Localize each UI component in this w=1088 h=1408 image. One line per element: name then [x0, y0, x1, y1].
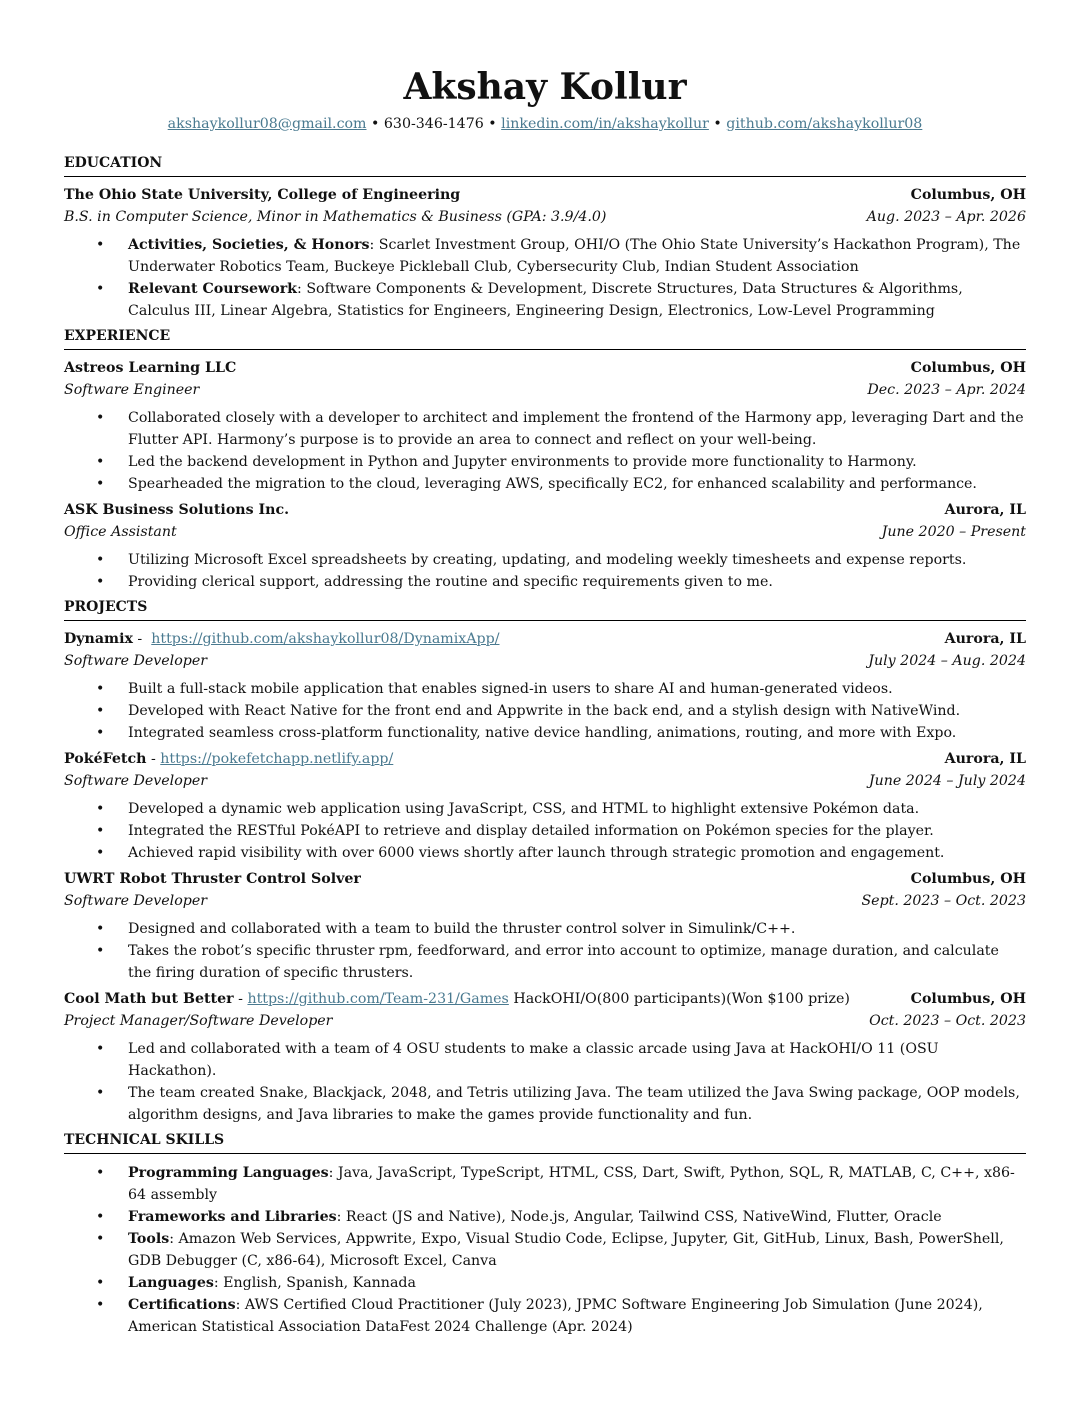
entry-header-row	[64, 500, 1026, 522]
bullet-label: Languages	[128, 1275, 214, 1291]
project-bullets	[64, 678, 1026, 744]
education-entry	[64, 185, 1026, 322]
skills-bullets	[64, 1162, 1026, 1338]
project-link[interactable]: https://github.com/Team-231/Games	[247, 991, 509, 1007]
project-location: Aurora, IL	[944, 751, 1026, 767]
job-bullets	[64, 549, 1026, 593]
section-title-projects: PROJECTS	[64, 598, 1026, 621]
bullet-text: : Java, JavaScript, TypeScript, HTML, CSS, Dart, Swift, Python, SQL, R, MATLAB, C, C++, x86-64 assembly	[128, 1165, 1015, 1203]
project-role: Software Developer	[64, 892, 208, 909]
entry-subheader-row	[64, 207, 1026, 229]
bullet-label: Activities, Societies, & Honors	[128, 237, 370, 253]
separator: •	[708, 116, 727, 132]
bullet-text: : Amazon Web Services, Appwrite, Expo, Visual Studio Code, Eclipse, Jupyter, Git, GitHub, Linux, Bash, PowerShell, GDB Debugger (C, x86-64), Microsoft Excel, Canva	[128, 1231, 1004, 1269]
project-link[interactable]: https://github.com/akshaykollur08/DynamixApp/	[151, 631, 500, 647]
phone-number: 630-346-1476	[383, 116, 484, 132]
list-item	[64, 1272, 1026, 1294]
project-name: UWRT Robot Thruster Control Solver	[64, 871, 361, 887]
list-item	[64, 278, 1026, 322]
email-link[interactable]: akshaykollur08@gmail.com	[167, 116, 367, 132]
project-role: Software Developer	[64, 652, 208, 669]
list-item: • Integrated the RESTful PokéAPI to retrieve and display detailed information on Pokémon species for the player.	[64, 820, 1026, 842]
project-dash: -	[146, 751, 161, 767]
section-title-skills: TECHNICAL SKILLS	[64, 1131, 1026, 1154]
list-item: • Developed a dynamic web application using JavaScript, CSS, and HTML to highlight extensive Pokémon data.	[64, 798, 1026, 820]
project-role: Project Manager/Software Developer	[64, 1012, 333, 1029]
project-name: Cool Math but Better	[64, 991, 234, 1007]
list-item	[64, 1228, 1026, 1272]
project-link[interactable]: https://pokefetchapp.netlify.app/	[160, 751, 394, 767]
job-role: Office Assistant	[64, 523, 177, 540]
project-name: Dynamix	[64, 631, 133, 647]
separator: •	[366, 116, 384, 132]
entry-header-row	[64, 358, 1026, 380]
project-entry	[64, 629, 1026, 744]
bullet-text: : Software Components & Development, Discrete Structures, Data Structures & Algorithms, Calculus III, Linear Algebra, Statistics for Engineers, Engineering Design, Electronics, Low-Level Programming	[128, 281, 963, 319]
project-bullets	[64, 1038, 1026, 1126]
list-item: • Designed and collaborated with a team to build the thruster control solver in Simulink/C++.	[64, 918, 1026, 940]
project-entry	[64, 749, 1026, 864]
project-dash: -	[132, 631, 152, 647]
project-dates: July 2024 – Aug. 2024	[868, 652, 1026, 669]
list-item: • Utilizing Microsoft Excel spreadsheets by creating, updating, and modeling weekly timesheets and expense reports.	[64, 549, 1026, 571]
bullet-label: Frameworks and Libraries	[128, 1209, 337, 1225]
job-role: Software Engineer	[64, 381, 200, 398]
list-item: • Led and collaborated with a team of 4 OSU students to make a classic arcade using Java at HackOHI/O 11 (OSU Hackathon).	[64, 1038, 1026, 1082]
entry-header-row	[64, 869, 1026, 891]
section-title-experience: EXPERIENCE	[64, 327, 1026, 350]
candidate-name: Akshay Kollur	[403, 66, 687, 108]
linkedin-link[interactable]: linkedin.com/in/akshaykollur	[501, 116, 709, 132]
company-location: Aurora, IL	[944, 502, 1026, 518]
project-role: Software Developer	[64, 772, 208, 789]
project-entry	[64, 869, 1026, 984]
list-item: • Led the backend development in Python and Jupyter environments to provide more functionality to Harmony.	[64, 451, 1026, 473]
list-item	[64, 1294, 1026, 1338]
entry-header-row	[64, 989, 1026, 1011]
list-item: • Achieved rapid visibility with over 6000 views shortly after launch through strategic promotion and engagement.	[64, 842, 1026, 864]
section-title-education: EDUCATION	[64, 154, 1026, 177]
project-dash: -	[233, 991, 248, 1007]
github-link[interactable]: github.com/akshaykollur08	[726, 116, 923, 132]
company-location: Columbus, OH	[910, 360, 1026, 376]
education-bullets	[64, 234, 1026, 322]
project-bullets	[64, 798, 1026, 864]
list-item	[64, 234, 1026, 278]
entry-subheader-row	[64, 651, 1026, 673]
list-item: • Collaborated closely with a developer to architect and implement the frontend of the Harmony app, leveraging Dart and the Flutter API. Harmony’s purpose is to provide an area to connect and reflect on your well-being.	[64, 407, 1026, 451]
entry-header-row	[64, 749, 1026, 771]
entry-header-row	[64, 629, 1026, 651]
degree: B.S. in Computer Science, Minor in Mathematics & Business (GPA: 3.9/4.0)	[64, 208, 607, 225]
list-item: • Developed with React Native for the front end and Appwrite in the back end, and a stylish design with NativeWind.	[64, 700, 1026, 722]
project-extra: HackOHI/O(800 participants)(Won $100 prize)	[508, 991, 850, 1007]
project-dates: Sept. 2023 – Oct. 2023	[861, 892, 1026, 909]
project-name: PokéFetch	[64, 751, 147, 767]
company-name: Astreos Learning LLC	[64, 360, 237, 376]
project-dates: Oct. 2023 – Oct. 2023	[869, 1012, 1026, 1029]
job-bullets	[64, 407, 1026, 495]
bullet-label: Programming Languages	[128, 1165, 329, 1181]
bullet-label: Tools	[128, 1231, 170, 1247]
list-item	[64, 1206, 1026, 1228]
job-dates: Dec. 2023 – Apr. 2024	[867, 381, 1026, 398]
project-location: Aurora, IL	[944, 631, 1026, 647]
school-location: Columbus, OH	[910, 187, 1026, 203]
bullet-label: Relevant Coursework	[128, 281, 298, 297]
bullet-label: Certifications	[128, 1297, 236, 1313]
school-name: The Ohio State University, College of Engineering	[64, 187, 461, 203]
entry-subheader-row	[64, 380, 1026, 402]
list-item	[64, 1162, 1026, 1206]
project-entry	[64, 989, 1026, 1126]
list-item: • Takes the robot’s specific thruster rpm, feedforward, and error into account to optimize, manage duration, and calculate the firing duration of specific thrusters.	[64, 940, 1026, 984]
entry-subheader-row	[64, 771, 1026, 793]
entry-subheader-row	[64, 522, 1026, 544]
separator: •	[483, 116, 502, 132]
experience-entry	[64, 500, 1026, 593]
experience-entry	[64, 358, 1026, 495]
list-item: • Providing clerical support, addressing the routine and specific requirements given to me.	[64, 571, 1026, 593]
company-name: ASK Business Solutions Inc.	[64, 502, 290, 518]
project-dates: June 2024 – July 2024	[868, 772, 1026, 789]
bullet-text: : React (JS and Native), Node.js, Angular, Tailwind CSS, NativeWind, Flutter, Oracle	[336, 1209, 942, 1225]
bullet-text: : AWS Certified Cloud Practitioner (July 2023), JPMC Software Engineering Job Simulation (June 2024), American Statistical Association DataFest 2024 Challenge (Apr. 2024)	[128, 1297, 983, 1335]
list-item: • Built a full-stack mobile application that enables signed-in users to share AI and human-generated videos.	[64, 678, 1026, 700]
bullet-text: : Scarlet Investment Group, OHI/O (The Ohio State University’s Hackathon Program), The Underwater Robotics Team, Buckeye Pickleball Club, Cybersecurity Club, Indian Student Association	[128, 237, 1021, 275]
bullet-text: : English, Spanish, Kannada	[213, 1275, 416, 1291]
project-location: Columbus, OH	[910, 991, 1026, 1007]
list-item: • Spearheaded the migration to the cloud, leveraging AWS, specifically EC2, for enhanced scalability and performance.	[64, 473, 1026, 495]
contact-line	[64, 114, 1026, 134]
project-bullets	[64, 918, 1026, 984]
list-item: • Integrated seamless cross-platform functionality, native device handling, animations, routing, and more with Expo.	[64, 722, 1026, 744]
project-location: Columbus, OH	[910, 871, 1026, 887]
entry-subheader-row	[64, 891, 1026, 913]
entry-subheader-row	[64, 1011, 1026, 1033]
list-item: • The team created Snake, Blackjack, 2048, and Tetris utilizing Java. The team utilized the Java Swing package, OOP models, algorithm designs, and Java libraries to make the games provide functionality and fun.	[64, 1082, 1026, 1126]
entry-header-row	[64, 185, 1026, 207]
job-dates: June 2020 – Present	[881, 523, 1026, 540]
education-dates: Aug. 2023 – Apr. 2026	[866, 208, 1026, 225]
